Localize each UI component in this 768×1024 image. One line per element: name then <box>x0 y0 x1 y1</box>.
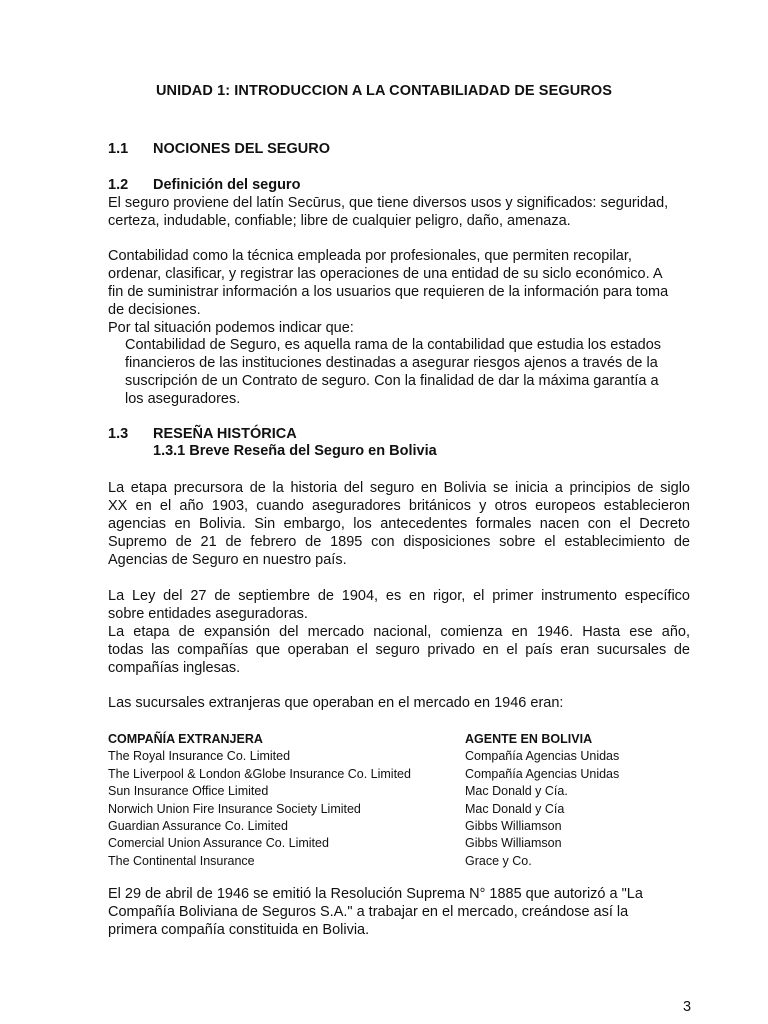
agent-cell: Mac Donald y Cía. <box>465 784 568 799</box>
text-line: todas las compañías que operaban el seguro privado en el país eran sucursales de <box>108 642 690 658</box>
text-line: La etapa de expansión del mercado nacional, comienza en 1946. Hasta ese año, <box>108 624 690 640</box>
company-cell: The Continental Insurance <box>108 853 255 868</box>
text-line: El seguro proviene del latín Secūrus, que tiene diversos usos y significados: seguridad, <box>108 195 669 211</box>
section-heading-1-3 <box>108 426 297 442</box>
company-cell: Comercial Union Assurance Co. Limited <box>108 836 329 851</box>
branches-intro <box>108 694 690 712</box>
agent-cell: Compañía Agencias Unidas <box>465 749 620 764</box>
text-line: Las sucursales extranjeras que operaban en el mercado en 1946 eran: <box>108 695 564 711</box>
text-line: sobre entidades aseguradoras. <box>108 606 308 622</box>
company-cell: The Liverpool & London &Globe Insurance Co. Limited <box>108 766 411 781</box>
section-heading-1-1 <box>108 141 330 157</box>
text-line: Supremo de 21 de febrero de 1895 con disposiciones sobre el establecimiento de <box>108 534 690 550</box>
text-line: XX en el año 1903, cuando aseguradores británicos y otros europeos establecieron <box>108 498 690 514</box>
agent-cell: Gibbs Williamson <box>465 836 562 851</box>
text-line: fin de suministrar información a los usuarios que requieren de la información para toma <box>108 284 669 300</box>
section-number: 1.1 <box>108 141 129 157</box>
company-cell: The Royal Insurance Co. Limited <box>108 749 291 764</box>
agent-cell: Gibbs Williamson <box>465 818 562 833</box>
text-line: Agencias de Seguro en nuestro país. <box>108 552 347 568</box>
section-number: 1.3 <box>108 426 129 442</box>
agent-cell: Grace y Co. <box>465 853 532 868</box>
subsection-heading-1-3-1: 1.3.1 Breve Reseña del Seguro en Bolivia <box>153 443 437 459</box>
section-label: RESEÑA HISTÓRICA <box>153 426 297 442</box>
table-row <box>108 818 668 835</box>
section-label: NOCIONES DEL SEGURO <box>153 141 330 157</box>
table-row <box>108 783 668 800</box>
text-line: suscripción de un Contrato de seguro. Con la finalidad de dar la máxima garantía a <box>125 373 659 389</box>
agent-cell: Mac Donald y Cía <box>465 801 565 816</box>
accounting-paragraph <box>108 247 690 337</box>
text-line: certeza, indudable, confiable; libre de cualquier peligro, daño, amenaza. <box>108 213 571 229</box>
text-line: Contabilidad como la técnica empleada por profesionales, que permiten recopilar, <box>108 248 632 264</box>
text-line: El 29 de abril de 1946 se emitió la Resolución Suprema N° 1885 que autorizó a "La <box>108 886 643 902</box>
table-row <box>108 853 668 870</box>
text-line: primera compañía constituida en Bolivia. <box>108 922 370 938</box>
text-line: La etapa precursora de la historia del seguro en Bolivia se inicia a principios de siglo <box>108 480 690 496</box>
column-header-foreign-company: COMPAÑÍA EXTRANJERA <box>108 732 263 746</box>
text-line: compañías inglesas. <box>108 660 241 676</box>
branches-table <box>108 731 668 870</box>
agent-cell: Compañía Agencias Unidas <box>465 766 620 781</box>
history-paragraph <box>108 479 690 569</box>
definition-paragraph <box>108 194 690 230</box>
table-row <box>108 835 668 852</box>
section-heading-1-2 <box>108 177 300 193</box>
text-line: Por tal situación podemos indicar que: <box>108 320 354 336</box>
section-label: Definición del seguro <box>153 177 301 193</box>
resolution-paragraph <box>108 885 690 939</box>
law-paragraph <box>108 587 690 677</box>
text-line: La Ley del 27 de septiembre de 1904, es en rigor, el primer instrumento específico <box>108 588 690 604</box>
page-title: UNIDAD 1: INTRODUCCION A LA CONTABILIADAD DE SEGUROS <box>155 83 613 99</box>
text-line: ordenar, clasificar, y registrar las operaciones de una entidad de su siclo económico. A <box>108 266 663 282</box>
column-header-agent: AGENTE EN BOLIVIA <box>465 732 593 746</box>
table-row <box>108 801 668 818</box>
text-line: los aseguradores. <box>125 391 241 407</box>
section-number: 1.2 <box>108 177 129 193</box>
page-number: 3 <box>683 999 692 1015</box>
table-row <box>108 766 668 783</box>
company-cell: Guardian Assurance Co. Limited <box>108 818 288 833</box>
table-header-row <box>108 731 668 748</box>
insurance-accounting-definition <box>125 336 685 408</box>
company-cell: Norwich Union Fire Insurance Society Limited <box>108 801 361 816</box>
text-line: Compañía Boliviana de Seguros S.A." a trabajar en el mercado, creándose así la <box>108 904 629 920</box>
company-cell: Sun Insurance Office Limited <box>108 784 269 799</box>
table-row <box>108 748 668 765</box>
text-line: agencias en Bolivia. Sin embargo, los antecedentes formales nacen con el Decreto <box>108 516 690 532</box>
text-line: Contabilidad de Seguro, es aquella rama de la contabilidad que estudia los estados <box>125 337 662 353</box>
text-line: financieros de las instituciones destinadas a asegurar riesgos ajenos a través de la <box>125 355 658 371</box>
text-line: de decisiones. <box>108 302 201 318</box>
